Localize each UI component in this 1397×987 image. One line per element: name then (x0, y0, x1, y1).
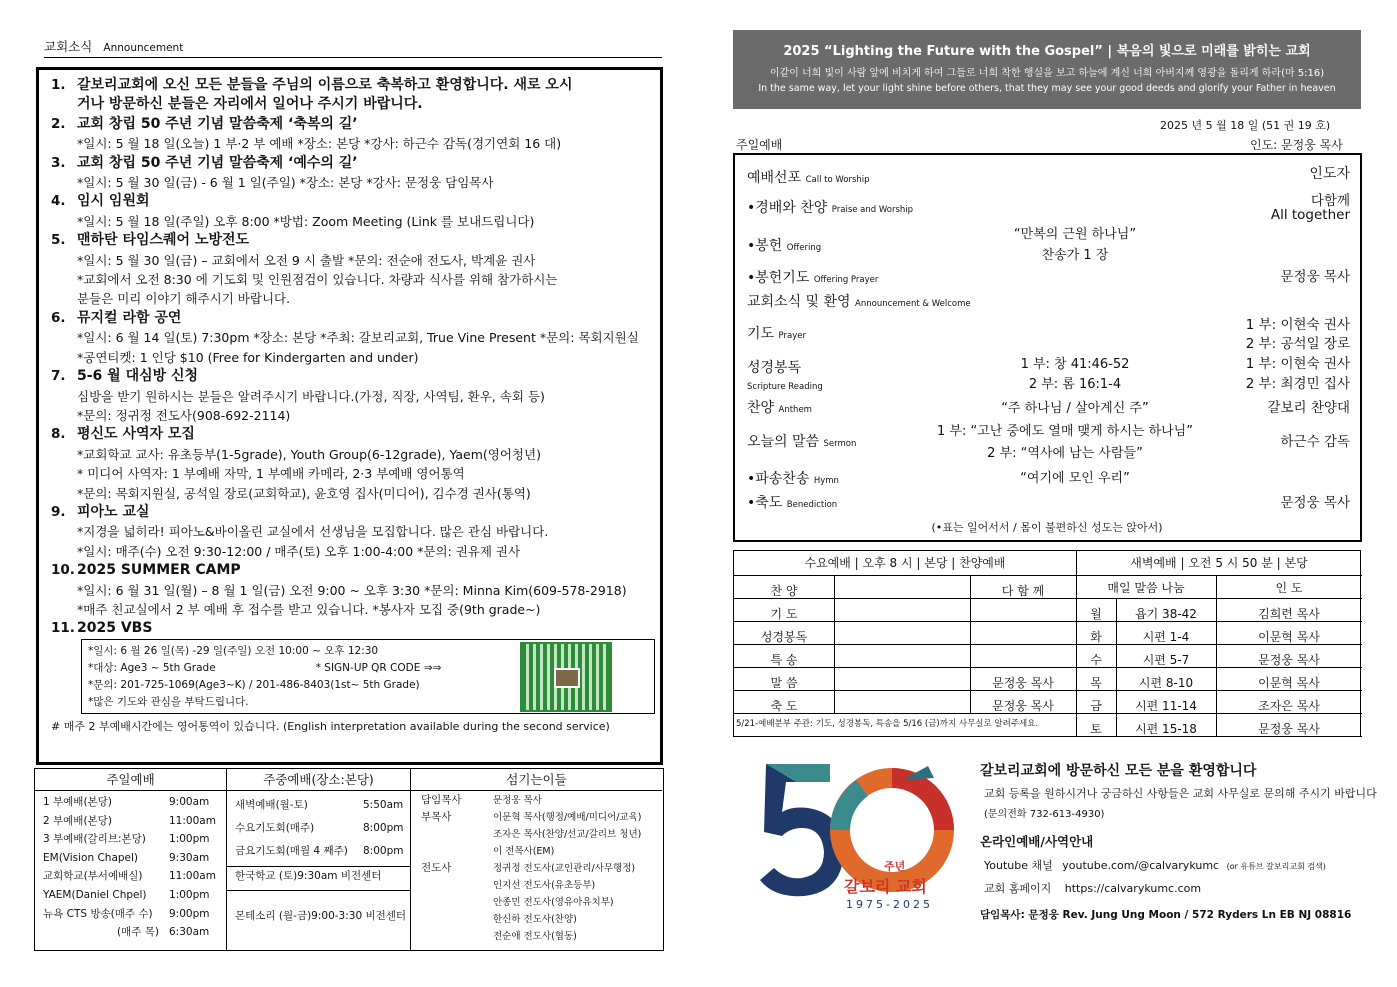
weekday-column (227, 769, 411, 950)
sunday-service-row: 교회학교(부서예배실) 11:00am (43, 870, 216, 883)
service-table (34, 768, 664, 951)
announcement-item: 6. 뮤지컬 라함 공연 (51, 309, 182, 326)
dawn-col2: 인 도 (1275, 581, 1303, 595)
dawn-reading: 욥기 38-42 (1135, 607, 1197, 621)
grid-line (734, 713, 1362, 714)
announcement-line: 분들은 미리 이야기 해주시기 바랍니다. (77, 291, 291, 307)
order-benediction-right: 문정웅 목사 (1280, 495, 1350, 511)
date-line: 2025 년 5 월 18 일 (51 권 19 호) (1160, 119, 1331, 132)
dawn-reading: 시편 11-14 (1135, 699, 1197, 713)
announcement-title: 5-6 월 대심방 신청 (77, 368, 199, 385)
announcement-line: * 미디어 사역자: 1 부예배 자막, 1 부예배 카메라, 2·3 부예배 영어통역 (77, 466, 465, 482)
announcement-line: *일시: 6 월 14 일(토) 7:30pm *장소: 본당 *주최: 갈보리교회, True Vine Present *문의: 목회지원실 (77, 330, 639, 346)
order-scripture-right1: 1 부: 이현숙 권사 (1245, 356, 1350, 372)
order-offering-mid2: 찬송가 1 장 (1041, 248, 1109, 263)
grid-line (734, 575, 1362, 576)
dawn-reading: 시편 15-18 (1135, 722, 1197, 736)
vbs-box (81, 639, 655, 714)
announcement-line: *일시: 5 월 30 일(금) – 교회에서 오전 9 시 출발 *문의: 전순애 전도사, 박계윤 권사 (77, 252, 536, 268)
order-announce: 교회소식 및 환영 Announcement & Welcome (747, 294, 971, 310)
dawn-reading: 시편 8-10 (1138, 676, 1194, 690)
qr-code-icon[interactable] (520, 642, 612, 712)
sunday-service-row: YAEM(Daniel Chpel) 1:00pm (43, 888, 210, 901)
sunday-service-row: (매주 목) 6:30am (117, 926, 210, 939)
order-scripture-right2: 2 부: 최경민 집사 (1245, 376, 1350, 392)
announcement-title: 교회 창립 50 주년 기념 말씀축제 ‘예수의 길’ (77, 154, 358, 171)
order-scripture: 성경봉독 Scripture Reading (747, 360, 823, 392)
order-call-right: 인도자 (1309, 166, 1350, 182)
sunday-service-row: 뉴욕 CTS 방송(매주 수) 9:00pm (43, 907, 210, 920)
announcement-title: 2025 SUMMER CAMP (77, 562, 241, 579)
dawn-day: 월 (1090, 607, 1102, 621)
ann-footer: # 매주 2 부예배시간에는 영어통역이 있습니다. (English interpretation available during the second service) (51, 719, 610, 733)
announcement-line: *일시: 5 월 30 일(금) - 6 월 1 일(주일) *장소: 본당 *강사: 문정웅 담임목사 (77, 175, 494, 191)
announcement-item: 9. 피아노 교실 (51, 503, 150, 520)
dawn-day: 토 (1090, 722, 1102, 736)
announcement-item: 7. 5-6 월 대심방 신청 (51, 368, 199, 385)
staff-row: 이 전목사(EM) (493, 846, 555, 857)
announcement-title: 뮤지컬 라함 공연 (77, 309, 182, 326)
order-offering-mid1: “만복의 근원 하나님” (1013, 227, 1137, 242)
dawn-reading: 시편 1-4 (1142, 630, 1190, 644)
announcement-line: *일시: 5 월 18 일(주일) 오후 8:00 *방법: Zoom Meeting (Link 를 보내드립니다) (77, 213, 535, 229)
staff-row: 안종민 전도사(영유아유치부) (493, 897, 614, 908)
order-sermon-mid1: 1 부: “고난 중에도 열매 맺게 하시는 하나님” (937, 424, 1193, 439)
dawn-reading: 시편 5-7 (1142, 653, 1190, 667)
sunday-service-row: 2 부예배(본당) 11:00am (43, 814, 216, 827)
order-praise-right2: All together (1270, 207, 1350, 223)
dawn-col1: 매일 말씀 나눔 (1107, 581, 1185, 595)
wed-leader: 문정웅 목사 (992, 699, 1054, 713)
announcement-item: 5. 맨하탄 타임스퀘어 노방전도 (51, 232, 250, 249)
announcement-line: *교회학교 교사: 유초등부(1-5grade), Youth Group(6-12grade), Yaem(영어청년) (77, 446, 541, 462)
staff-row: 부목사 이문혁 목사(행정/예배/미디어/교육) (421, 811, 642, 823)
weekday-service-row: 수요기도회(매주) 8:00pm (235, 822, 404, 834)
vbs-line: *많은 기도와 관심을 부탁드립니다. (88, 695, 249, 708)
staff-row: 조자은 목사(찬양/선교/갈리브 청년) (493, 829, 642, 840)
order-prayer-right1: 1 부: 이현숙 권사 (1245, 317, 1350, 333)
grid-line (834, 575, 835, 714)
grid-line (734, 644, 1362, 645)
announcement-list (51, 76, 650, 639)
staff-row: 전순애 전도사(협동) (493, 931, 577, 942)
vbs-line: *대상: Age3 ~ 5th Grade * SIGN-UP QR CODE ⇒⇒ (88, 661, 442, 674)
sunday-service-row: EM(Vision Chapel) 9:30am (43, 851, 210, 864)
staff-row: 전도사 정귀정 전도사(교인관리/사무행정) (421, 862, 636, 874)
wed-note: 5/21-예배분부 주관: 기도, 성경봉독, 특송을 5/16 (금)까지 사무실로 알려주세요. (736, 719, 1039, 729)
announcement-line: *문의: 정귀정 전도사(908-692-2114) (77, 407, 291, 423)
order-of-worship (733, 153, 1362, 542)
announcement-line: 거나 방문하신 분들은 자리에서 일어나 주시기 바랍니다. (77, 96, 423, 113)
order-hymn: •파송찬송 Hymn (747, 471, 839, 487)
wed-part: 기 도 (770, 607, 798, 621)
dawn-leader: 문정웅 목사 (1258, 722, 1320, 736)
logo-years: 1975-2025 (846, 898, 933, 911)
announcement-header-ko: 교회소식 (44, 39, 93, 54)
order-praise: •경배와 찬양 Praise and Worship (747, 200, 914, 216)
staff-row: 한신하 전도사(찬양) (493, 914, 577, 925)
logo-name: 갈보리 교회 (844, 877, 927, 896)
youtube-link[interactable]: youtube.com/@calvarykumc (1062, 859, 1220, 872)
announcement-line: *매주 친교실에서 2 부 예배 후 접수를 받고 있습니다. *봉사자 모집 중(9th grade~) (77, 601, 541, 617)
announcement-title: 피아노 교실 (77, 503, 150, 520)
announcement-line: *일시: 5 월 18 일(오늘) 1 부·2 부 예배 *장소: 본당 *강사: 하근수 감독(경기연회 16 대) (77, 136, 562, 152)
dawn-day: 목 (1090, 676, 1102, 690)
staff-row: 담임목사 문정웅 목사 (421, 794, 542, 806)
announcement-title: 임시 임원회 (77, 193, 150, 210)
weekday-head: 주중예배(장소:본당) (227, 769, 410, 791)
vbs-line: *일시: 6 월 26 일(목) -29 일(주일) 오전 10:00 ~ 오후 12:30 (88, 644, 379, 657)
grid-line (734, 621, 1362, 622)
weekday-service-row: 새벽예배(월-토) 5:50am (235, 799, 404, 811)
grid-line (734, 667, 1362, 668)
announcement-title: 갈보리교회에 오신 모든 분들을 주님의 이름으로 축복하고 환영합니다. 새로 오시 (77, 77, 573, 93)
announcement-item: 8. 평신도 사역자 모집 (51, 426, 195, 443)
korean-school: 한국학교 (토)9:30am 비전센터 (227, 866, 410, 890)
staff-column (411, 769, 662, 950)
announcement-line: *일시: 6 월 31 일(월) – 8 월 1 일(금) 오전 9:00 ~ 오후 3:30 *문의: Minna Kim(609-578-2918) (77, 582, 627, 598)
vbs-signup: * SIGN-UP QR CODE ⇒⇒ (315, 661, 442, 674)
sunday-head: 주일예배 (35, 769, 226, 791)
announcement-line: *일시: 매주(수) 오전 9:30-12:00 / 매주(토) 오후 1:00-4:00 *문의: 권유제 권사 (77, 543, 521, 559)
vbs-line: *문의: 201-725-1069(Age3~K) / 201-486-8403(1st~ 5th Grade) (88, 678, 420, 691)
dawn-leader: 이문혁 목사 (1258, 676, 1320, 690)
banner-verse-en: In the same way, let your light shine before others, that they may see your good deeds and glorify your Father in heaven (758, 83, 1336, 94)
banner-title: 2025 “Lighting the Future with the Gospel” | 복음의 빛으로 미래를 밝히는 교회 (783, 44, 1311, 59)
order-sermon: 오늘의 말씀 Sermon (747, 434, 857, 450)
staff-head: 섬기는이들 (411, 769, 662, 791)
order-offering: •봉헌 Offering (747, 238, 822, 254)
order-hymn-mid: “여기에 모인 우리” (1020, 471, 1130, 486)
worship-label: 주일예배 (736, 138, 783, 152)
order-scripture-mid2: 2 부: 롬 16:1-4 (1028, 377, 1122, 392)
staff-row: 인지선 전도사(유초등부) (493, 880, 596, 891)
wed-part: 축 도 (770, 699, 798, 713)
pastor-line: 담임목사: 문정웅 Rev. Jung Ung Moon / 572 Ryders Ln EB NJ 08816 (980, 909, 1352, 921)
dawn-leader: 이문혁 목사 (1258, 630, 1320, 644)
wed-part: 특 송 (770, 653, 798, 667)
announcement-line: 심방을 받기 원하시는 분들은 알려주시기 바랍니다.(가정, 직장, 사역팀, 환우, 속회 등) (77, 388, 545, 404)
dawn-day: 화 (1090, 630, 1102, 644)
order-prayer: 기도 Prayer (747, 326, 806, 342)
grid-line (1216, 575, 1217, 736)
announcement-item: 4. 임시 임원회 (51, 193, 150, 210)
wed-part: 성경봉독 (760, 630, 808, 644)
grid-line (970, 575, 971, 714)
grid-line (1076, 551, 1077, 736)
online-title: 온라인예배/사역안내 (980, 834, 1094, 849)
montessori: 몬테소리 (월-금)9:00-3:30 비전센터 (227, 890, 410, 940)
order-sermon-mid2: 2 부: “역사에 남는 사람들” (987, 446, 1143, 461)
dawn-day: 수 (1090, 653, 1102, 667)
logo-sub: 주년 (884, 860, 906, 873)
order-anthem: 찬양 Anthem (747, 400, 812, 416)
theme-banner (733, 30, 1361, 109)
order-praise-right1: 다함께 (1310, 193, 1350, 209)
announcement-line: *문의: 목회지원실, 공석일 장로(교회학교), 윤호영 집사(미디어), 김수경 권사(통역) (77, 485, 531, 501)
order-note: (•표는 일어서서 / 몸이 불편하신 성도는 앉아서) (931, 521, 1163, 534)
announcement-item: 2. 교회 창립 50 주년 기념 말씀축제 ‘축복의 길’ (51, 115, 358, 132)
weekday-schedule (733, 550, 1361, 737)
announcement-title: 평신도 사역자 모집 (77, 426, 195, 443)
weekday-service-row: 금요기도회(매월 4 째주) 8:00pm (235, 845, 404, 857)
order-scripture-mid1: 1 부: 창 41:46-52 (1020, 357, 1130, 372)
order-benediction: •축도 Benediction (747, 495, 838, 511)
wed-leader: 문정웅 목사 (992, 676, 1054, 690)
wed-head: 수요예배 | 오후 8 시 | 본당 | 찬양예배 (804, 556, 1006, 570)
order-offering-prayer: •봉헌기도 Offering Prayer (747, 270, 879, 286)
grid-line (734, 690, 1362, 691)
sunday-column (35, 769, 227, 950)
announcement-line: *공연티켓: 1 인당 $10 (Free for Kindergarten and under) (77, 349, 419, 365)
announcement-line: *교회에서 오전 8:30 에 기도회 및 인원점검이 있습니다. 차량과 식사를 위해 참가하시는 (77, 272, 558, 288)
homepage-link[interactable]: https://calvarykumc.com (1064, 882, 1202, 895)
announcement-box (36, 67, 663, 765)
announcement-title: 2025 VBS (77, 620, 153, 637)
homepage-line: 교회 홈페이지 https://calvarykumc.com (984, 882, 1202, 895)
order-anthem-right: 갈보리 찬양대 (1267, 400, 1350, 416)
order-anthem-mid: “주 하나님 / 살아계신 주” (1001, 401, 1149, 416)
leader-line: 인도: 문정웅 목사 (1250, 138, 1343, 152)
order-call: 예배선포 Call to Worship (747, 170, 870, 186)
grid-line (734, 598, 1362, 599)
order-prayer-right2: 2 부: 공석일 장로 (1245, 336, 1350, 352)
announcement-item: 1. 갈보리교회에 오신 모든 분들을 주님의 이름으로 축복하고 환영합니다. 새로 오시 (51, 77, 573, 93)
welcome-title: 갈보리교회에 방문하신 모든 분을 환영합니다 (980, 763, 1257, 779)
dawn-leader: 문정웅 목사 (1258, 653, 1320, 667)
announcement-title: 교회 창립 50 주년 기념 말씀축제 ‘축복의 길’ (77, 115, 358, 132)
announcement-header-en: Announcement (103, 42, 184, 54)
announcement-item: 3. 교회 창립 50 주년 기념 말씀축제 ‘예수의 길’ (51, 154, 358, 171)
sunday-service-row: 1 부예배(본당) 9:00am (43, 796, 210, 808)
youtube-line: Youtube 채널 youtube.com/@calvarykumc (or 유튜브 갈보리교회 검색) (984, 859, 1326, 872)
announcement-item: 10. 2025 SUMMER CAMP (51, 562, 241, 579)
dawn-day: 금 (1090, 699, 1102, 713)
dawn-leader: 조자은 목사 (1258, 699, 1320, 713)
sunday-service-row: 3 부예배(갈리브:본당) 1:00pm (43, 833, 210, 846)
banner-verse-ko: 이같이 너희 빛이 사람 앞에 비치게 하여 그들로 너희 착한 행실을 보고 하늘에 계신 너희 아버지께 영광을 돌리게 하라(마 5:16) (769, 68, 1325, 79)
announcement-item: 11. 2025 VBS (51, 620, 153, 637)
wed-leader: 다 함 께 (1001, 584, 1045, 598)
wed-part: 말 씀 (770, 676, 798, 690)
grid-line (734, 736, 1362, 737)
grid-line (1116, 598, 1117, 736)
welcome-phone: (문의전화 732-613-4930) (984, 809, 1105, 820)
order-offering-prayer-right: 문정웅 목사 (1280, 269, 1350, 285)
announcement-header (44, 36, 662, 58)
welcome-line1: 교회 등록을 원하시거나 궁금하신 사항들은 교회 사무실로 문의해 주시기 바랍니다 (984, 787, 1377, 800)
dawn-leader: 김희련 목사 (1258, 607, 1320, 621)
announcement-line: *지경을 넓히라! 피아노&바이올린 교실에서 선생님을 모집합니다. 많은 관심 바랍니다. (77, 524, 549, 540)
announcement-title: 맨하탄 타임스퀘어 노방전도 (77, 232, 250, 249)
order-sermon-right: 하근수 감독 (1280, 434, 1350, 450)
wed-part: 찬 양 (770, 584, 798, 598)
dawn-head: 새벽예배 | 오전 5 시 50 분 | 본당 (1130, 556, 1308, 570)
